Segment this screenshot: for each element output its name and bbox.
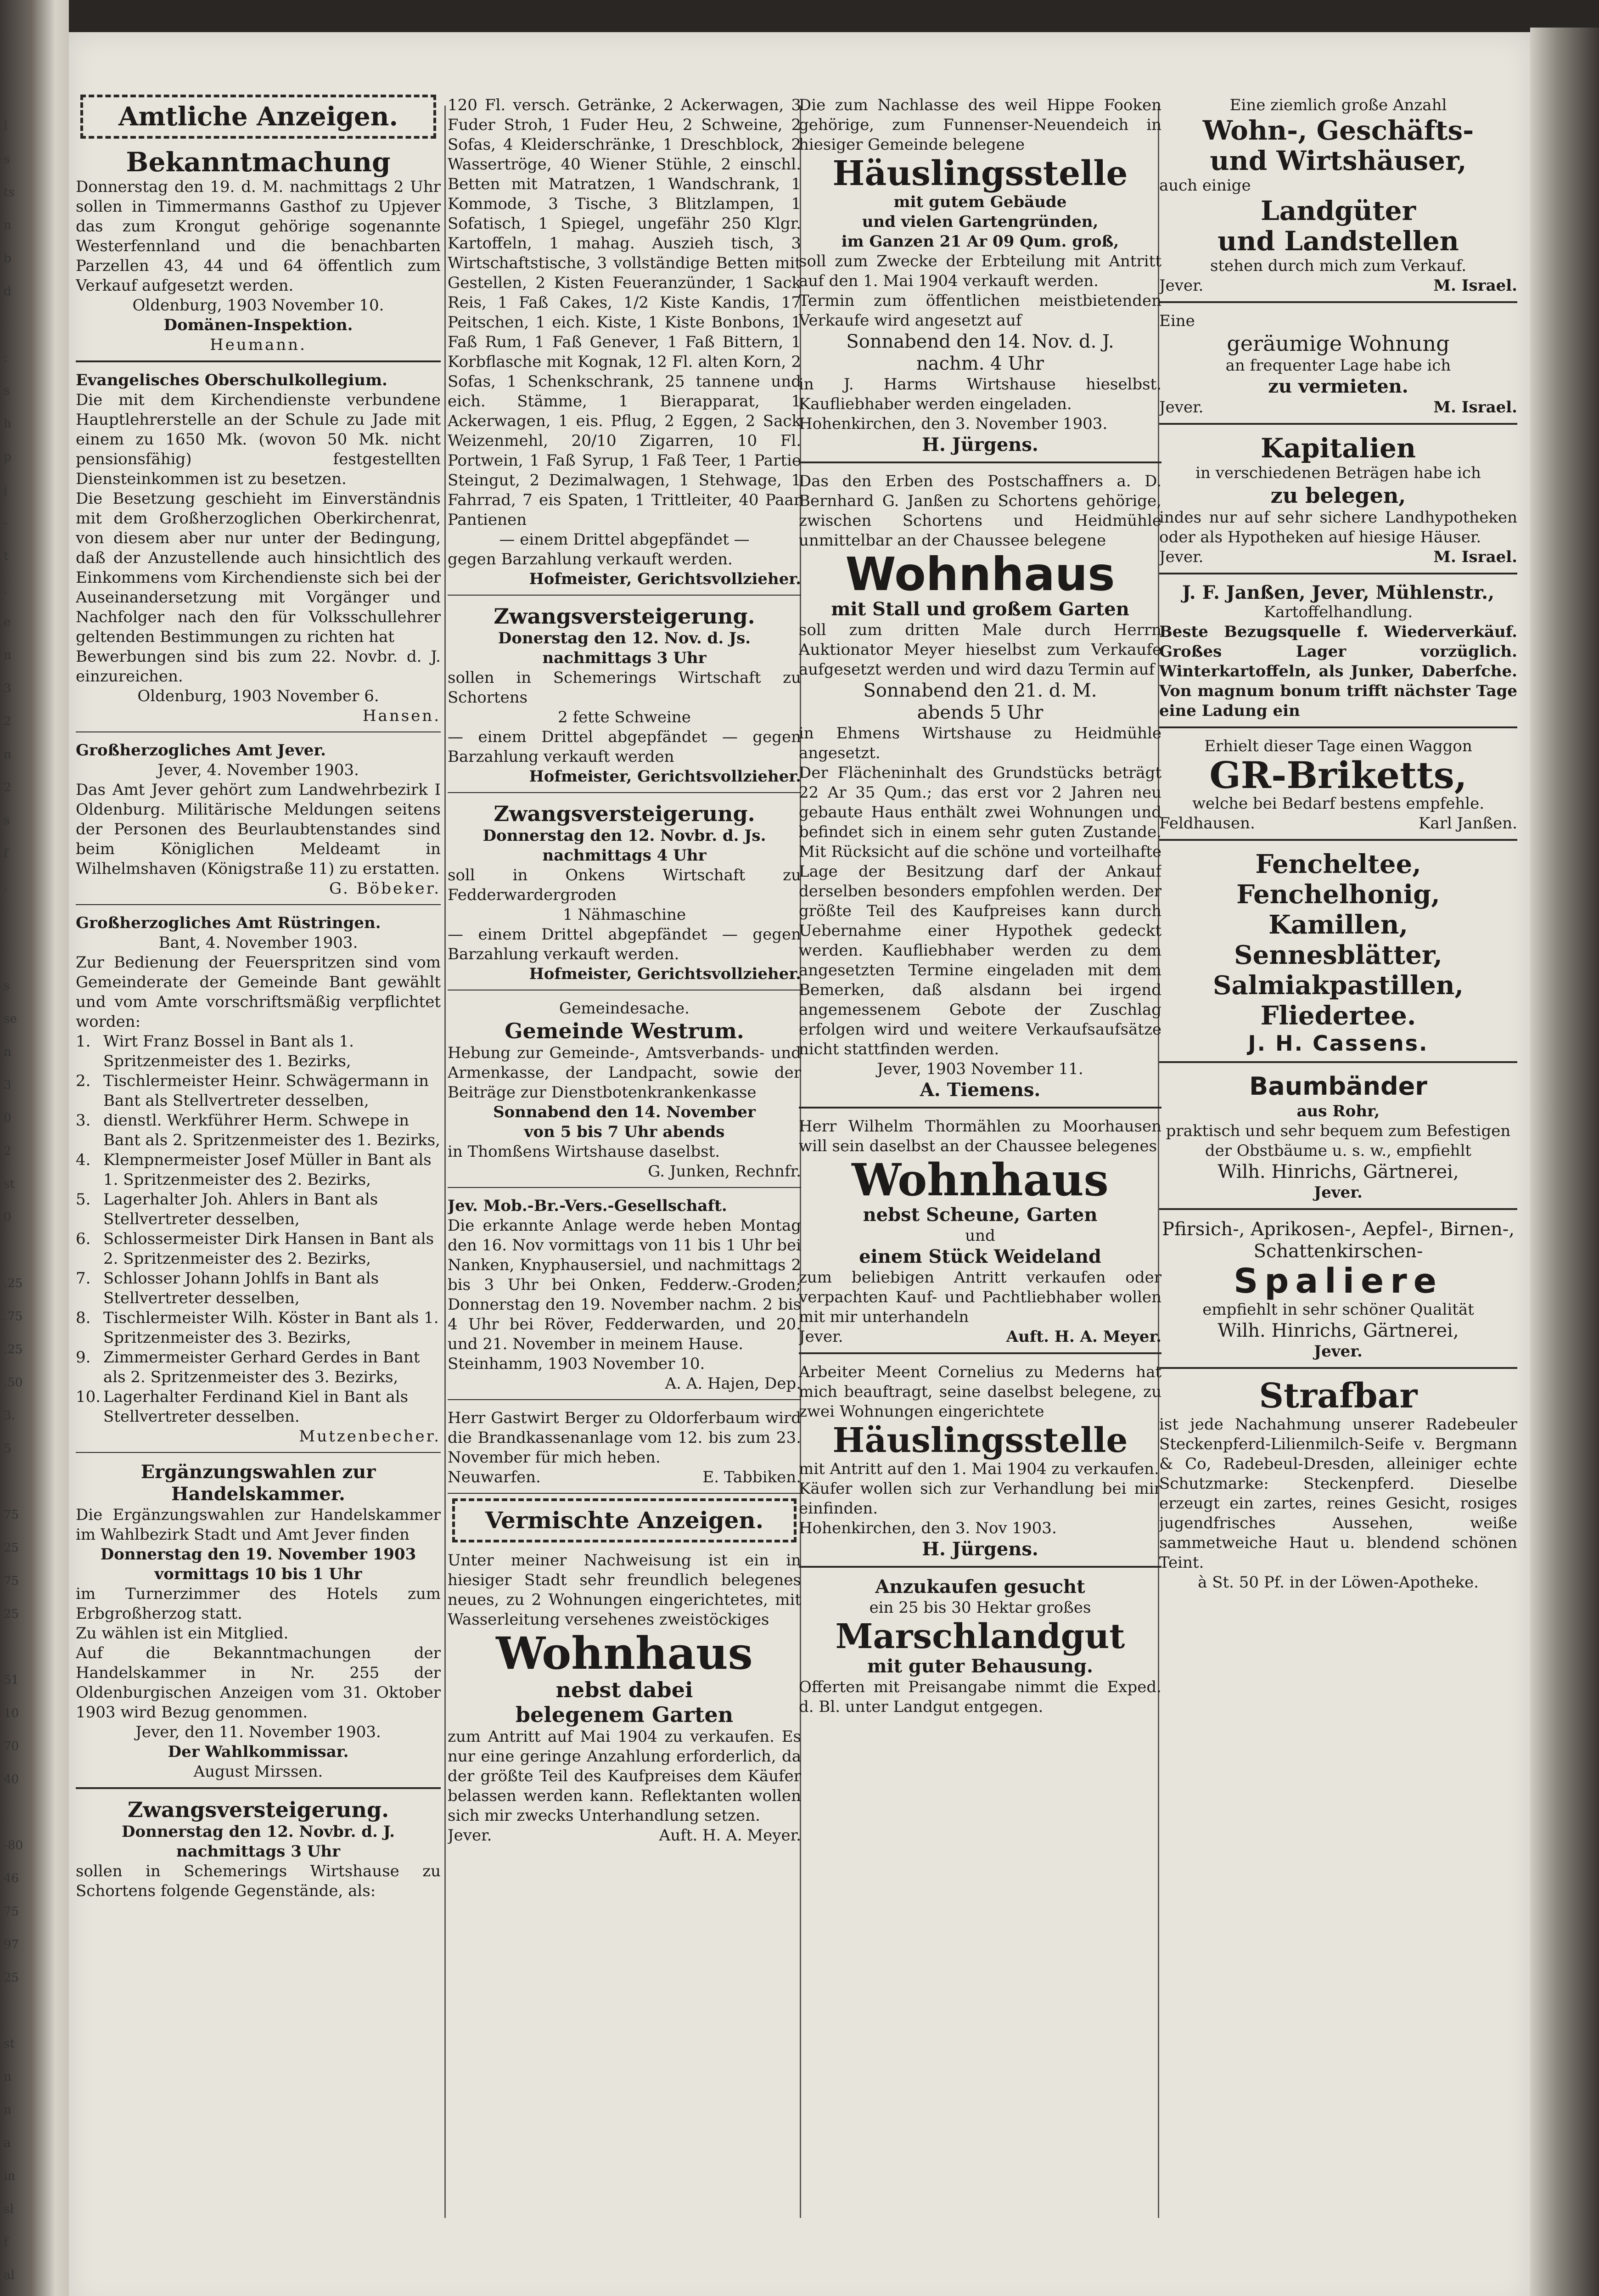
ad-body: welche bei Bedarf bestens empfehle. (1192, 794, 1485, 813)
appointment-list (76, 1032, 441, 1427)
ad-body: Arbeiter Meent Cornelius zu Mederns hat mich beauftragt, seine daselbst belegene, zu zwei Wohnungen eingerichtete (799, 1363, 1161, 1421)
ad-time: von 5 bis 7 Uhr abends (524, 1123, 725, 1141)
margin-mark: 40 (4, 1773, 19, 1786)
margin-mark: in (4, 2169, 16, 2183)
ad-body: zum beliebigen Antritt verkaufen oder verpachten Kauf- und Pachtliebhaber wollen mit mir unterhandeln (799, 1268, 1161, 1326)
ad-name: M. Israel. (1433, 398, 1517, 416)
ad-title: Großherzogliches Amt Jever. (76, 741, 326, 760)
product-list (1159, 849, 1517, 1031)
section-header-amtliche: Amtliche Anzeigen. (80, 95, 436, 139)
margin-mark: 5 (4, 1442, 11, 1456)
list-item (76, 1032, 441, 1071)
ad-body: Offerten mit Preisangabe nimmt die Exped. d. Bl. unter Landgut entgegen. (799, 1678, 1161, 1716)
ad-body: soll zum dritten Male durch Herrn Auktionator Meyer hieselbst zum Verkaufe aufgesetzt werden und wird dazu Termin auf (799, 621, 1161, 679)
ad-body: mit Antritt auf den 1. Mai 1904 zu verkaufen. (799, 1460, 1159, 1478)
ad-signature-row (1159, 547, 1517, 567)
ad-date: Jever, den 11. November 1903. (135, 1723, 381, 1741)
list-item-text: Klempnermeister Josef Müller in Bant als 1. Spritzenmeister des 2. Bezirks, (103, 1151, 432, 1189)
ad-signature-row (1159, 398, 1517, 417)
ad-title: Jev. Mob.-Br.-Vers.-Gesellschaft. (448, 1197, 727, 1215)
margin-mark: 75 (4, 1508, 19, 1522)
product-item: Fencheltee, (1255, 849, 1421, 879)
margin-mark: s (4, 979, 10, 993)
ad-body: Herr Wilhelm Thormählen zu Moorhausen will sein daselbst an der Chaussee belegenes (799, 1117, 1161, 1155)
list-item (76, 1348, 441, 1387)
ad-pre: Eine ziemlich große Anzahl (1229, 96, 1447, 114)
ad-body: in J. Harms Wirtshause hieselbst. Kaufliebhaber werden eingeladen. (799, 375, 1161, 413)
ad-name: Wilh. Hinrichs, Gärtnerei, (1217, 1320, 1459, 1341)
list-item-number: 5. (76, 1190, 91, 1209)
margin-mark: p (4, 450, 11, 464)
list-item (76, 1229, 441, 1269)
ad-signature: Der Wahlkommissar. (168, 1743, 349, 1761)
ad-briketts (1159, 733, 1517, 841)
ad-name: Auft. H. A. Meyer. (1006, 1328, 1161, 1346)
ad-title: Marschlandgut (835, 1617, 1125, 1656)
ad-signature-row (448, 1468, 801, 1487)
ad-body: gegen Barzahlung verkauft werden. (448, 550, 733, 568)
ad-name: G. Böbeker. (329, 879, 441, 898)
margin-mark: 0 (4, 1111, 11, 1125)
list-item (76, 1071, 441, 1111)
ad-title: geräumige Wohnung (1227, 331, 1450, 356)
column-rule (444, 106, 446, 2218)
ad-body: Unter meiner Nachweisung ist ein in hiesiger Stadt sehr freundlich belegenes neues, zu 2 Wohnungen eingerichtetes, mit Wasserleitung versehenes zweistöckiges (448, 1551, 801, 1629)
ad-subtitle: im Ganzen 21 Ar 09 Qum. groß, (841, 232, 1119, 251)
ad-zwangsversteigerung-1-continued (448, 92, 801, 596)
ad-haeuslingsstelle-1 (799, 92, 1161, 463)
ad-name: Auft. H. A. Meyer. (659, 1826, 801, 1845)
ad-signature: Domänen-Inspektion. (163, 316, 353, 334)
ad-subtitle: aus Rohr, (1296, 1102, 1380, 1120)
ad-place: Jever. (1314, 1183, 1363, 1202)
list-item-text: Wirt Franz Bossel in Bant als 1. Spritzenmeister des 1. Bezirks, (103, 1032, 354, 1070)
ad-name: Hofmeister, Gerichtsvollzieher. (529, 965, 801, 983)
ad-subtitle: belegenem Garten (515, 1702, 734, 1727)
margin-mark: st (4, 2037, 15, 2051)
product-item: Fliedertee. (1260, 1001, 1416, 1031)
ad-title: Gemeinde Westrum. (505, 1019, 744, 1043)
ad-body: — einem Drittel abgepfändet — (499, 530, 750, 549)
product-item: Kamillen, (1268, 910, 1408, 940)
margin-mark: -80 (4, 1839, 23, 1852)
column-3 (799, 92, 1161, 2223)
ad-time: Donnerstag den 12. Novbr. d. J. (121, 1823, 395, 1841)
ad-body: Herr Gastwirt Berger zu Oldorferbaum wird die Brandkassenanlage vom 12. bis zum 23. November für mich heben. (448, 1409, 801, 1467)
ad-zwangsversteigerung-2 (448, 600, 801, 793)
ad-title: Spaliere (1234, 1261, 1443, 1301)
margin-mark: : (4, 351, 8, 365)
ad-name: A. A. Hajen, Dep. (665, 1374, 801, 1393)
ad-name: J. H. Cassens. (1248, 1031, 1429, 1056)
ad-marschlandgut (799, 1572, 1161, 1722)
ad-date: Hohenkirchen, den 3. November 1903. (799, 415, 1108, 433)
list-item (76, 1269, 441, 1308)
ad-zwangsversteigerung-3 (448, 798, 801, 990)
ad-subtitle: einem Stück Weideland (859, 1246, 1101, 1267)
ad-time: Donnerstag den 19. November 1903 (100, 1545, 416, 1564)
ad-title: Evangelisches Oberschulkollegium. (76, 371, 387, 389)
ad-berger (448, 1405, 801, 1494)
ad-title: Häuslingsstelle (832, 1421, 1128, 1460)
ad-body: an frequenter Lage habe ich (1225, 356, 1451, 375)
ad-signature-row (448, 1826, 801, 1846)
ad-name: E. Tabbiken. (702, 1468, 801, 1486)
ad-amt-jever (76, 737, 441, 905)
ad-place: Neuwarfen. (448, 1468, 541, 1486)
ad-body: indes nur auf sehr sichere Landhypotheken oder als Hypotheken auf hiesige Häuser. (1159, 508, 1517, 546)
ad-title: Landgüter (1260, 195, 1416, 226)
column-2 (448, 92, 801, 2223)
margin-mark: 46 (4, 1872, 19, 1885)
ad-pre: Eine (1159, 312, 1195, 330)
ad-body: Die Ergänzungswahlen zur Handelskammer im Wahlbezirk Stadt und Amt Jever finden (76, 1506, 441, 1544)
ad-signature-row (1159, 276, 1517, 296)
ad-date: Jever, 1903 November 11. (877, 1060, 1083, 1078)
ad-place: Feldhausen. (1159, 814, 1255, 833)
margin-mark: 25 (4, 1971, 19, 1985)
list-item-number: 2. (76, 1072, 91, 1090)
margin-mark: . (4, 582, 8, 596)
ad-body: in verschiedenen Beträgen habe ich (1195, 464, 1481, 482)
margin-mark: b (4, 252, 11, 265)
ad-body: Auf die Bekanntmachungen der Handelskammer in Nr. 255 der Oldenburgischen Anzeigen vom 31. Oktober 1903 wird Bezug genommen. (76, 1644, 441, 1722)
ad-subtitle: mit Stall und großem Garten (831, 598, 1129, 620)
ad-time: vormittags 10 bis 1 Uhr (154, 1565, 362, 1583)
ad-bekanntmachung (76, 143, 441, 362)
column-4 (1159, 92, 1517, 2223)
ad-haeuslingsstelle-2 (799, 1359, 1161, 1568)
margin-mark: .25 (4, 1277, 23, 1290)
margin-mark: st (4, 1177, 15, 1191)
ad-title: Anzukaufen gesucht (875, 1576, 1085, 1598)
ad-body: Die zum Nachlasse des weil Hippe Fooken gehörige, zum Funnenser-Neuendeich in hiesiger Gemeinde belegene (799, 96, 1161, 154)
margin-mark: 70 (4, 1739, 19, 1753)
ad-title: Wohnhaus (496, 1627, 753, 1679)
margin-mark: ts (4, 186, 15, 199)
ad-body: stehen durch mich zum Verkauf. (1210, 257, 1467, 275)
ad-place: Jever. (1159, 398, 1204, 416)
list-item-text: Zimmermeister Gerhard Gerdes in Bant als 2. Spritzenmeister des 3. Bezirks, (103, 1348, 420, 1386)
ad-name: Karl Janßen. (1419, 814, 1517, 833)
ad-item: 1 Nähmaschine (562, 906, 686, 924)
list-item-text: Schlossermeister Dirk Hansen in Bant als 2. Spritzenmeister des 2. Bezirks, (103, 1230, 434, 1268)
margin-mark: 3 (4, 1078, 11, 1092)
margin-mark: j (4, 483, 8, 497)
ad-israel-wohnung (1159, 308, 1517, 425)
ad-subtitle: und (965, 1227, 995, 1245)
margin-mark: t (4, 549, 9, 563)
ad-spaliere (1159, 1215, 1517, 1369)
column-1 (76, 92, 441, 2223)
ad-amt-ruestringen (76, 910, 441, 1453)
ad-body: — einem Drittel abgepfändet — gegen Barzahlung verkauft werden (448, 728, 801, 766)
ad-title: zu vermieten. (1268, 376, 1408, 397)
ad-title: Wohnhaus (845, 547, 1115, 601)
margin-mark: n (4, 2070, 11, 2084)
ad-body: empfiehlt in sehr schöner Qualität (1202, 1300, 1474, 1319)
ad-pre: Gemeindesache. (559, 999, 690, 1018)
margin-mark: 10 (4, 1706, 19, 1720)
ad-title: Zwangsversteigerung. (127, 1797, 389, 1822)
margin-mark: l (4, 119, 8, 133)
ad-body: Beste Bezugsquelle f. Wiederverkäuf. Großes Lager vorzüglich. Winterkartoffeln, als Junker, Daberfche. Von magnum bonum trifft nächster Tage eine Ladung ein (1159, 623, 1517, 720)
ad-body: im Turnerzimmer des Hotels zum Erbgroßherzog statt. (76, 1585, 441, 1623)
ad-place: Jever. (1159, 276, 1204, 295)
margin-mark: f (4, 2235, 8, 2249)
margin-mark: d (4, 285, 11, 298)
ad-israel-haeuser (1159, 92, 1517, 303)
ad-title: Zwangsversteigerung. (494, 801, 755, 826)
list-item-number: 8. (76, 1309, 91, 1327)
margin-mark: e (4, 615, 11, 629)
ad-body: Die Besetzung geschieht im Einverständnis mit dem Großherzoglichen Oberkirchenrat, von diesem aber nur unter der Bedingung, daß der Anzustellende auch hinsichtlich des Einkommens vom Kirchendienste sich bei der Auseinandersetzung mit Vorgänger und Nachfolger nach den für Volksschullehrer geltenden Bestimmungen zu richten hat (76, 490, 441, 646)
margin-mark: 97 (4, 1938, 19, 1952)
ad-title: Wohnhaus (852, 1154, 1109, 1206)
ad-body: ist jede Nachahmung unserer Radebeuler Steckenpferd-Lilienmilch-Seife v. Bergmann & Co, Radebeul-Dresden, alleiniger echte Schutzmarke: Steckenpferd. Dieselbe erzeugt ein zartes, reines Gesicht, rosiges jugendfrisches Aussehen, weiße sammetweiche Haut u. blendend schönen Teint. (1159, 1415, 1517, 1572)
ad-body: Hebung zur Gemeinde-, Amtsverbands- und Armenkasse, der Landpacht, sowie der Beiträge zur Dienstbotenkrankenkasse (448, 1044, 801, 1102)
ad-body: ein 25 bis 30 Hektar großes (869, 1598, 1091, 1617)
ad-body: Das den Erben des Postschaffners a. D. Bernhard G. Janßen zu Schortens gehörige, zwischen Schortens und Heidmühle unmittelbar an der Chaussee belegene (799, 472, 1161, 550)
list-item (76, 1111, 441, 1150)
margin-mark: s (4, 384, 10, 398)
ad-name: M. Israel. (1433, 276, 1517, 295)
list-item-number: 7. (76, 1269, 91, 1288)
margin-mark: 0 (4, 1210, 11, 1224)
ad-name: Hofmeister, Gerichtsvollzieher. (529, 767, 801, 786)
ad-body: Die erkannte Anlage werde heben Montag den 16. Nov vormittags von 11 bis 1 Uhr bei Nanken, Knyphausersiel, und nachmittags 2 bis 3 Uhr bei Onken, Fedderw.-Groden; Donnerstag den 19. November nachm. 2 bis 4 Uhr bei Röver, Fedderwarden, und 20. und 21. November in meinem Hause. (448, 1216, 801, 1353)
ad-body: soll zum Zwecke der Erbteilung mit Antritt auf den 1. Mai 1904 verkauft werden. (799, 252, 1161, 290)
ad-time: abends 5 Uhr (917, 702, 1044, 723)
ad-time: Donerstag den 12. Nov. d. Js. (498, 629, 751, 647)
margin-mark: .25 (4, 1343, 23, 1356)
list-item-number: 4. (76, 1151, 91, 1169)
margin-mark: 2 (4, 781, 11, 794)
ad-body: soll in Onkens Wirtschaft zu Fedderwardergroden (448, 866, 801, 904)
list-item-number: 6. (76, 1230, 91, 1248)
ad-time: Sonnabend den 21. d. M. (863, 680, 1097, 701)
ad-title: GR-Briketts, (1209, 754, 1467, 797)
margin-mark: n (4, 2103, 11, 2117)
ad-gemeinde-westrum (448, 995, 801, 1188)
margin-mark: 3. (4, 1409, 15, 1423)
ad-evangelisches (76, 367, 441, 732)
margin-mark: n (4, 1045, 11, 1059)
ad-title: und Wirtshäuser, (1210, 145, 1467, 176)
ad-title: Großherzogliches Amt Rüstringen. (76, 914, 381, 932)
ad-body: Bewerbungen sind bis zum 22. Novbr. d. J. einzureichen. (76, 647, 441, 686)
ad-date: Steinhamm, 1903 November 10. (448, 1355, 705, 1373)
margin-mark: al (4, 2268, 15, 2282)
ad-signature-row (1159, 814, 1517, 833)
list-item-text: Tischlermeister Wilh. Köster in Bant als 1. Spritzenmeister des 3. Bezirks, (103, 1309, 439, 1347)
ad-name: Mutzenbecher. (299, 1427, 441, 1446)
ad-body: zum Antritt auf Mai 1904 zu verkaufen. Es nur eine geringe Anzahlung erforderlich, da der größte Teil des Kaufpreises dem Käufer belassen werden kann. Reflektanten wollen sich mir zwecks Unterhandlung setzen. (448, 1728, 801, 1825)
ad-pre: Pfirsich-, Aprikosen-, Aepfel-, Birnen-, Schattenkirschen- (1162, 1219, 1515, 1262)
ad-time: nachm. 4 Uhr (916, 353, 1044, 374)
ad-place: Jever. (799, 1328, 843, 1346)
product-item: Fenchelhonig, (1236, 879, 1440, 910)
margin-mark: 25 (4, 1607, 19, 1621)
margin-mark: 25 (4, 1541, 19, 1555)
list-item-text: dienstl. Werkführer Herm. Schwepe in Bant als 2. Spritzenmeister des 1. Bezirks, (103, 1111, 440, 1149)
ad-name: Wilh. Hinrichs, Gärtnerei, (1217, 1161, 1459, 1182)
list-item-text: Lagerhalter Ferdinand Kiel in Bant als Stellvertreter desselben. (103, 1388, 409, 1426)
ad-title: Zwangsversteigerung. (494, 604, 755, 629)
list-item (76, 1190, 441, 1229)
ad-subtitle: nebst Scheune, Garten (863, 1204, 1098, 1226)
ad-title: Strafbar (1259, 1376, 1418, 1416)
ad-date: Bant, 4. November 1903. (158, 934, 358, 952)
ad-date: Oldenburg, 1903 November 10. (132, 296, 384, 315)
list-item-number: 3. (76, 1111, 91, 1130)
margin-mark: 75 (4, 1905, 19, 1919)
ad-body: Der Flächeninhalt des Grundstücks beträgt 22 Ar 35 Qum.; das erst vor 2 Jahren neu gebaute Haus enthält zwei Wohnungen und befindet sich in einem sehr guten Zustande. Mit Rücksicht auf die schöne und vorteilhafte Lage der Besitzung darf der Ankauf derselben besonders empfohlen werden. Der größte Teil des Kaufpreises kann durch Uebernahme einer Hypothek gedeckt werden. Kaufliebhaber werden zu dem angesetzten Termine eingeladen mit dem Bemerken, daß alsdann bei irgend angemessenem Gebote der Zuschlag erfolgen wird und weitere Verkaufsaufsätze nicht stattfinden werden. (799, 764, 1161, 1058)
margin-mark: 2 (4, 715, 11, 728)
ad-body: Das Amt Jever gehört zum Landwehrbezirk I Oldenburg. Militärische Meldungen seitens der Personen des Beurlaubtenstandes sind beim Königlichen Meldeamt in Wilhelmshaven (Königstraße 11) zu erstatten. (76, 781, 441, 878)
ad-body: Käufer wollen sich zur Verhandlung bei mir einfinden. (799, 1480, 1161, 1518)
ad-place: Jever. (1159, 548, 1204, 566)
list-item-number: 10. (76, 1388, 101, 1406)
ad-name: Hansen. (362, 707, 441, 725)
margin-mark: a (4, 2136, 11, 2150)
list-item (76, 1387, 441, 1427)
ad-body: — einem Drittel abgepfändet — gegen Barzahlung verkauft werden. (448, 925, 801, 963)
ad-mobiliar-gesellschaft (448, 1193, 801, 1400)
ad-baumbaender (1159, 1068, 1517, 1210)
margin-mark: sl (4, 2202, 14, 2216)
ad-body: auch einige (1159, 176, 1251, 195)
ad-title: Ergänzungswahlen zur Handelskammer. (140, 1461, 376, 1505)
margin-mark: s (4, 152, 10, 166)
ad-subtitle: und vielen Gartengründen, (862, 213, 1099, 231)
ad-time: Sonnabend den 14. November (493, 1103, 756, 1121)
margin-mark: - (4, 516, 8, 530)
ad-body: 120 Fl. versch. Getränke, 2 Ackerwagen, 3 Fuder Stroh, 1 Fuder Heu, 2 Schweine, 2 Sofas, 4 Kleiderschränke, 1 Dreschblock, 2 Wassertröge, 40 Wiener Stühle, 2 einschl. Betten mit Matratzen, 1 Wandschrank, 1 Kommode, 3 Tische, 3 Blitzlampen, 1 Sofatisch, 1 Spiegel, ungefähr 250 Klgr. Kartoffeln, 1 mahag. Auszieh tisch, 3 Wirtschaftstische, 3 vollständige Betten mit Gestellen, 2 Kisten Feueranzünder, 1 Sack Reis, 1 Faß Cakes, 1/2 Kiste Kandis, 17 Peitschen, 1 eich. Kiste, 1 Kiste Bonbons, 1 Faß Rum, 1 Faß Genever, 1 Faß Bittern, 1 Korbflasche mit Kognak, 12 Fl. alten Korn, 2 Sofas, 1 Schenkschrank, 25 tannene und eich. Stämme, 1 Bierapparat, 1 Ackerwagen, 1 eis. Pflug, 2 Eggen, 2 Sack Weizenmehl, 20/10 Zigarren, 10 Fl. Portwein, 1 Faß Syrup, 1 Faß Teer, 1 Partie Steingut, 2 Dezimalwagen, 1 Stehwage, 1 Fahrrad, 7 eis Spaten, 1 Trittleiter, 40 Paar Pantienen (448, 96, 801, 529)
ad-place: Jever. (448, 1826, 492, 1845)
ad-body: Donnerstag den 19. d. M. nachmittags 2 Uhr sollen in Timmermanns Gasthof zu Upjever das zum Krongut gehörige sogenannte Westerfennland und die benachbarten Parzellen 43, 44 und 64 öffentlich zum Verkauf aufgesetzt werden. (76, 178, 441, 295)
ad-title: Häuslingsstelle (832, 154, 1128, 193)
ad-body: praktisch und sehr bequem zum Befestigen der Obstbäume u. s. w., empfiehlt (1166, 1122, 1511, 1160)
ad-zwangsversteigerung-1 (76, 1794, 441, 1907)
list-item (76, 1308, 441, 1348)
ad-name: A. Tiemens. (920, 1079, 1041, 1101)
ad-place: Jever. (1314, 1342, 1363, 1361)
list-item-text: Tischlermeister Heinr. Schwägermann in Bant als Stellvertreter desselben, (103, 1072, 429, 1110)
margin-mark: 3 (4, 681, 11, 695)
ad-body: in Ehmens Wirtshause zu Heidmühle angesetzt. (799, 724, 1161, 762)
ad-cassens (1159, 845, 1517, 1063)
ad-name: M. Israel. (1433, 548, 1517, 566)
ad-time: nachmittags 3 Uhr (176, 1842, 341, 1861)
ad-title: Bekanntmachung (126, 146, 391, 178)
list-item-text: Schlosser Johann Johlfs in Bant als Stellvertreter desselben, (103, 1269, 379, 1307)
ad-strafbar (1159, 1373, 1517, 1598)
ad-name: August Mirssen. (193, 1762, 323, 1781)
ad-name: G. Junken, Rechnfr. (648, 1162, 801, 1181)
page-edge (1530, 28, 1599, 2296)
ad-kapitalien (1159, 429, 1517, 574)
ad-time: Sonnabend den 14. Nov. d. J. (846, 331, 1114, 352)
ad-name: Hofmeister, Gerichtsvollzieher. (529, 570, 801, 588)
list-item-number: 9. (76, 1348, 91, 1367)
ad-body: sollen in Schemerings Wirtschaft zu Schortens (448, 669, 801, 707)
ad-time: nachmittags 4 Uhr (542, 846, 707, 865)
ad-wohnhaus-3 (799, 1113, 1161, 1354)
ad-date: Jever, 4. November 1903. (157, 761, 359, 779)
ad-title: und Landstellen (1217, 225, 1459, 257)
product-item: Sennesblätter, (1234, 940, 1442, 970)
ad-title: Wohn-, Geschäfts- (1202, 115, 1474, 146)
ad-wohnhaus-2 (799, 468, 1161, 1109)
ad-ergaenzungswahlen (76, 1458, 441, 1789)
ad-janssen-kartoffeln (1159, 579, 1517, 728)
margin-mark: .50 (4, 1376, 23, 1390)
margin-mark: 2 (4, 1144, 11, 1158)
ad-title: zu belegen, (1270, 483, 1406, 508)
margin-mark: h (4, 417, 11, 431)
product-item: Salmiakpastillen, (1212, 970, 1464, 1001)
ad-body: Termin zum öffentlichen meistbietenden Verkaufe wird angesetzt auf (799, 292, 1161, 330)
margin-mark: 75 (4, 1574, 19, 1588)
ad-time: Donnerstag den 12. Novbr. d. Js. (483, 827, 766, 845)
margin-mark: f (4, 847, 8, 861)
margin-mark: . (4, 880, 8, 894)
ad-signature-row (799, 1327, 1161, 1347)
ad-subtitle: nebst dabei (555, 1677, 693, 1702)
ad-name: H. Jürgens. (922, 1538, 1038, 1560)
ad-name: Heumann. (210, 336, 307, 354)
ad-title: J. F. Janßen, Jever, Mühlenstr., (1182, 582, 1495, 603)
binding-edge (0, 0, 69, 2296)
ad-subtitle: mit gutem Gebäude (893, 193, 1067, 211)
list-item-number: 1. (76, 1032, 91, 1051)
ad-wohnhaus-1 (448, 1547, 801, 1851)
ad-time: nachmittags 3 Uhr (542, 649, 707, 667)
section-header-vermischte: Vermischte Anzeigen. (452, 1498, 797, 1542)
ad-body: sollen in Schemerings Wirtshause zu Schortens folgende Gegenstände, als: (76, 1862, 441, 1900)
ad-body: Zur Bedienung der Feuerspritzen sind vom Gemeinderate der Gemeinde Bant gewählt und vom Amte vorschriftsmäßig verpflichtet worden: (76, 953, 441, 1031)
ad-pre: Erhielt dieser Tage einen Waggon (1204, 737, 1472, 755)
margin-mark: s (4, 814, 10, 827)
margin-mark: n (4, 219, 11, 232)
margin-mark: 51 (4, 1673, 19, 1687)
ad-date: Hohenkirchen, den 3. Nov 1903. (799, 1519, 1057, 1537)
ad-title: Baumbänder (1249, 1072, 1427, 1101)
ad-name: H. Jürgens. (922, 434, 1038, 456)
ad-subtitle: Kartoffelhandlung. (1263, 603, 1413, 621)
ad-body: in Thomßens Wirtshause daselbst. (448, 1142, 720, 1161)
ad-body: Zu wählen ist ein Mitglied. (76, 1624, 289, 1643)
ad-item: 2 fette Schweine (558, 708, 691, 726)
margin-mark: n (4, 648, 11, 662)
margin-mark: se (4, 1012, 17, 1026)
ad-date: Oldenburg, 1903 November 6. (137, 687, 379, 705)
ad-price: à St. 50 Pf. in der Löwen-Apotheke. (1198, 1573, 1479, 1592)
margin-mark: n (4, 748, 11, 761)
list-item (76, 1150, 441, 1190)
ad-title: Kapitalien (1260, 433, 1416, 464)
ad-subtitle: mit guter Behausung. (867, 1655, 1093, 1677)
ad-body: Die mit dem Kirchendienste verbundene Hauptlehrerstelle an der Schule zu Jade mit einem zu 1650 Mk. (wovon 50 Mk. nicht pensionsfähig) festgestellten Diensteinkommen ist zu besetzen. (76, 391, 441, 488)
margin-mark: .75 (4, 1310, 23, 1323)
list-item-text: Lagerhalter Joh. Ahlers in Bant als Stellvertreter desselben, (103, 1190, 378, 1228)
